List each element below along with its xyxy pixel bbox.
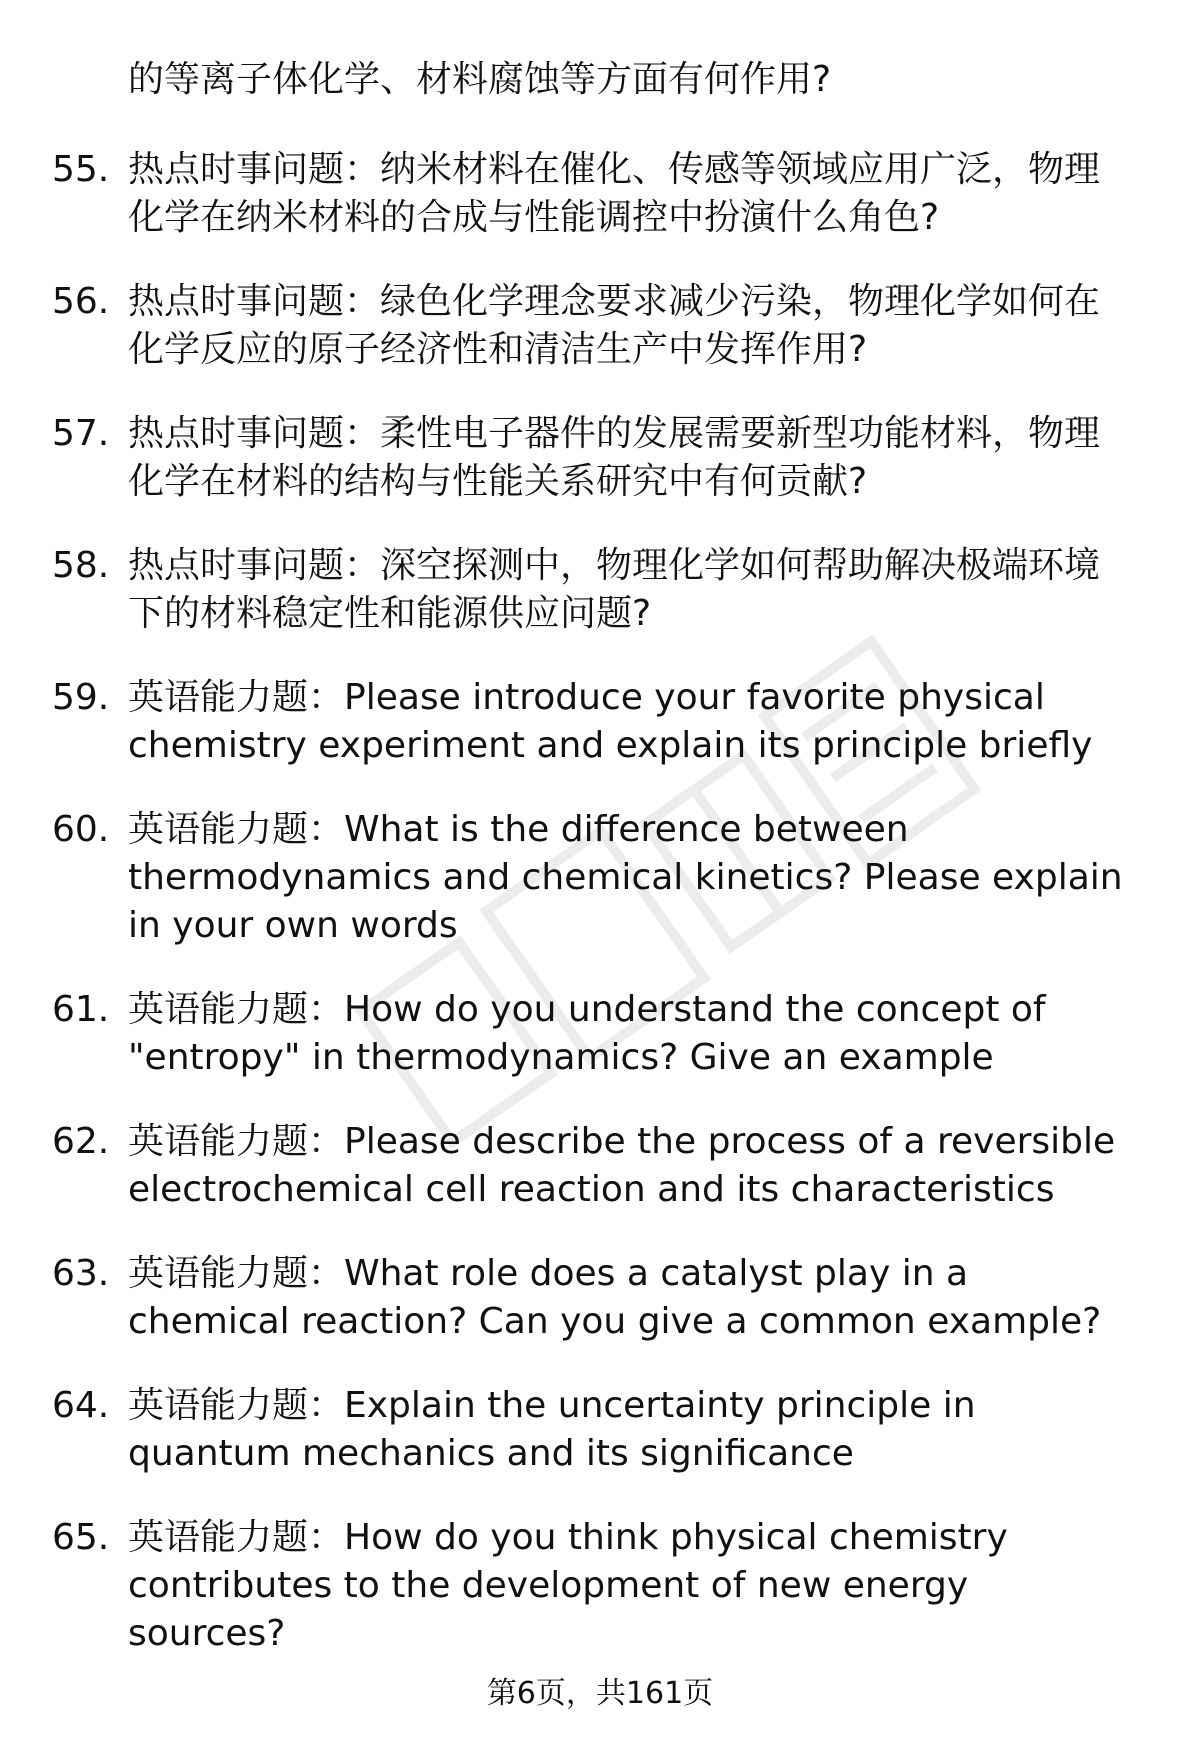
question-text: 英语能力题：How do you understand the concept of "entropy" in thermodynamics? Give an example — [128, 989, 1046, 1078]
question-item — [0, 410, 1200, 506]
question-number: 58. — [52, 545, 110, 586]
question-item — [0, 1514, 1200, 1658]
question-text: 热点时事问题：纳米材料在催化、传感等领域应用广泛，物理化学在纳米材料的合成与性能调控中扮演什么角色? — [128, 149, 1101, 238]
question-item — [0, 278, 1200, 374]
question-number: 60. — [52, 809, 110, 850]
page-footer: 第6页，共161页 — [486, 1676, 714, 1711]
question-number: 55. — [52, 149, 110, 190]
question-number: 64. — [52, 1385, 110, 1426]
question-number: 57. — [52, 413, 110, 454]
question-text: 英语能力题：Please describe the process of a reversible electrochemical cell reaction and its characteristics — [128, 1121, 1116, 1210]
question-item — [0, 806, 1200, 950]
question-text: 英语能力题：What is the difference between thermodynamics and chemical kinetics? Please explain in your own words — [128, 809, 1123, 946]
question-text: 英语能力题：How do you think physical chemistry contributes to the development of new energy sources? — [128, 1517, 1008, 1654]
question-number: 61. — [52, 989, 110, 1030]
question-item — [0, 542, 1200, 638]
question-text: 英语能力题：Please introduce your favorite physical chemistry experiment and explain its principle briefly — [128, 677, 1093, 766]
question-number: 63. — [52, 1253, 110, 1294]
question-text: 热点时事问题：深空探测中，物理化学如何帮助解决极端环境下的材料稳定性和能源供应问题? — [128, 545, 1101, 634]
question-item — [0, 1382, 1200, 1478]
continuation-text: 的等离子体化学、材料腐蚀等方面有何作用? — [128, 59, 832, 100]
question-item — [0, 674, 1200, 770]
question-text: 英语能力题：What role does a catalyst play in a chemical reaction? Can you give a common example? — [128, 1253, 1102, 1342]
question-item — [0, 986, 1200, 1082]
question-item — [0, 1118, 1200, 1214]
question-text: 热点时事问题：柔性电子器件的发展需要新型功能材料，物理化学在材料的结构与性能关系研究中有何贡献? — [128, 413, 1101, 502]
question-item — [0, 1250, 1200, 1346]
question-item — [0, 146, 1200, 242]
question-number: 65. — [52, 1517, 110, 1558]
question-number: 56. — [52, 281, 110, 322]
question-list — [0, 146, 1200, 1694]
question-text: 英语能力题：Explain the uncertainty principle in quantum mechanics and its significance — [128, 1385, 976, 1474]
question-text: 热点时事问题：绿色化学理念要求减少污染，物理化学如何在化学反应的原子经济性和清洁生产中发挥作用? — [128, 281, 1101, 370]
question-number: 62. — [52, 1121, 110, 1162]
question-number: 59. — [52, 677, 110, 718]
